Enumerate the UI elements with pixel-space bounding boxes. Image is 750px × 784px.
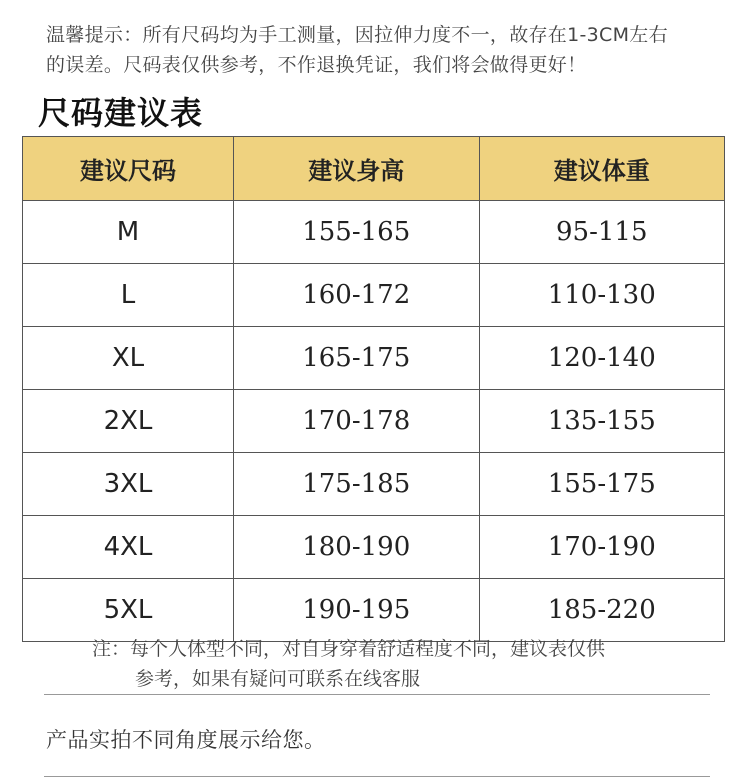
notice-line-2: 的误差。尺码表仅供参考，不作退换凭证，我们将会做得更好！ (46, 54, 587, 76)
size-cell: 3XL (23, 453, 234, 516)
table-row (23, 201, 725, 264)
size-table (22, 136, 725, 642)
table-row (23, 516, 725, 579)
footnote-line-2: 参考，如果有疑问可联系在线客服 (135, 668, 421, 690)
table-row (23, 327, 725, 390)
table-row (23, 453, 725, 516)
table-header-row (23, 137, 725, 201)
size-cell: M (23, 201, 234, 264)
table-row (23, 390, 725, 453)
divider-bottom (44, 776, 710, 777)
weight-cell: 155-175 (479, 453, 725, 516)
height-cell: 175-185 (234, 453, 480, 516)
weight-cell: 120-140 (479, 327, 725, 390)
divider-top (44, 694, 710, 695)
size-cell: XL (23, 327, 234, 390)
weight-cell: 185-220 (479, 579, 725, 642)
height-cell: 180-190 (234, 516, 480, 579)
weight-cell: 95-115 (479, 201, 725, 264)
header-size: 建议尺码 (23, 137, 234, 201)
height-cell: 155-165 (234, 201, 480, 264)
header-weight: 建议体重 (479, 137, 725, 201)
size-cell: 5XL (23, 579, 234, 642)
footnote-line-1: 注：每个人体型不同，对自身穿着舒适程度不同，建议表仅供 (92, 638, 606, 660)
notice-line-1: 温馨提示：所有尺码均为手工测量，因拉伸力度不一，故存在1-3CM左右 (46, 24, 668, 46)
height-cell: 165-175 (234, 327, 480, 390)
header-height: 建议身高 (234, 137, 480, 201)
weight-cell: 170-190 (479, 516, 725, 579)
footnote (92, 634, 692, 694)
notice-text (46, 20, 726, 80)
weight-cell: 110-130 (479, 264, 725, 327)
height-cell: 160-172 (234, 264, 480, 327)
size-cell: 4XL (23, 516, 234, 579)
height-cell: 170-178 (234, 390, 480, 453)
size-cell: L (23, 264, 234, 327)
page-title: 尺码建议表 (38, 94, 204, 132)
table-row (23, 579, 725, 642)
table-row (23, 264, 725, 327)
height-cell: 190-195 (234, 579, 480, 642)
size-cell: 2XL (23, 390, 234, 453)
closing-text: 产品实拍不同角度展示给您。 (46, 728, 326, 752)
weight-cell: 135-155 (479, 390, 725, 453)
